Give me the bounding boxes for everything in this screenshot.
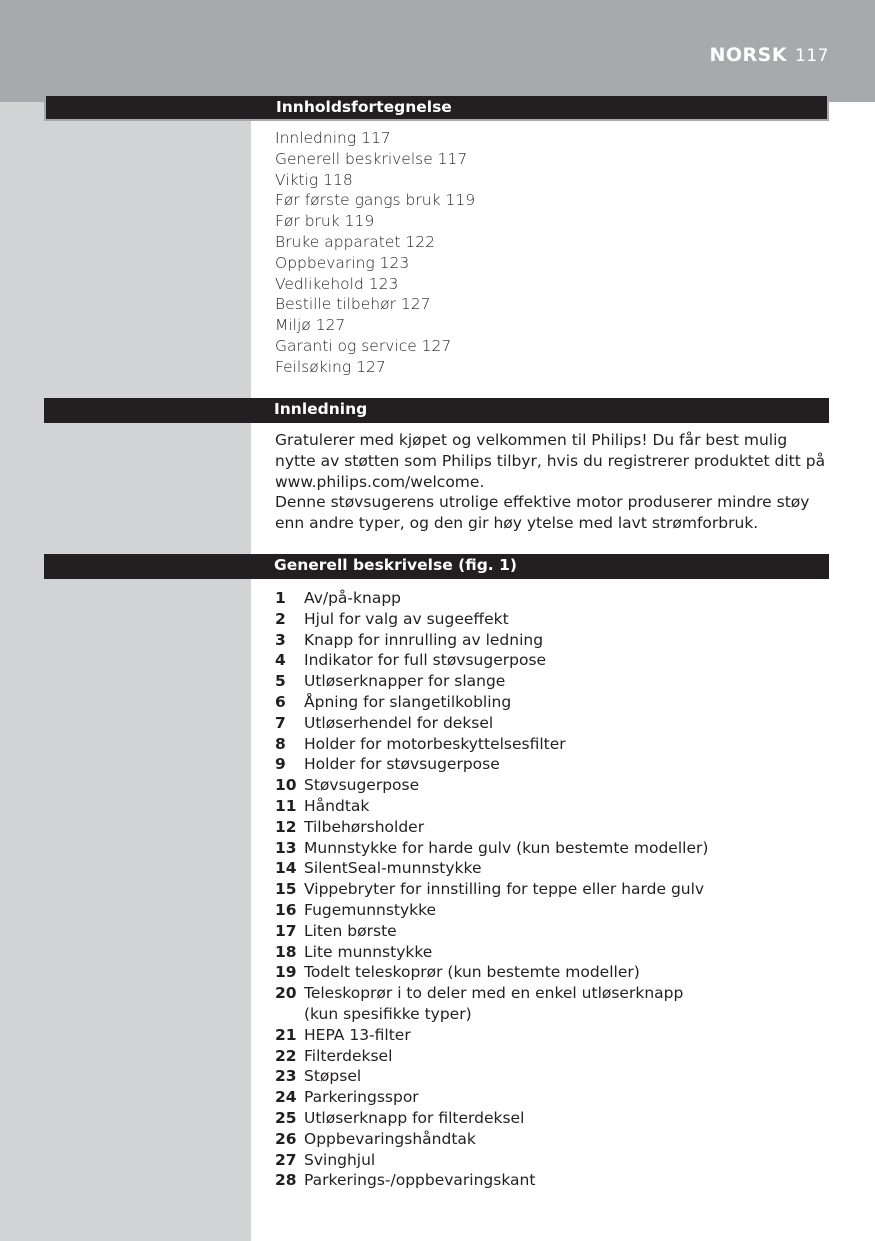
item-label: Filterdeksel	[304, 1046, 393, 1065]
list-item	[275, 1170, 708, 1191]
toc-entry: Bestille tilbehør 127	[275, 295, 431, 314]
item-number: 26	[275, 1129, 297, 1148]
item-label: Av/på-knapp	[304, 589, 401, 607]
item-label: (kun spesifikke typer)	[304, 1004, 472, 1023]
list-item	[275, 879, 708, 900]
item-number: 18	[275, 942, 297, 961]
list-item	[275, 630, 708, 651]
toc-entry: Innledning 117	[275, 129, 391, 147]
item-label: Knapp for innrulling av ledning	[304, 630, 544, 649]
toc-entry: Feilsøking 127	[275, 357, 386, 376]
item-number: 24	[275, 1088, 297, 1107]
list-item	[275, 1046, 708, 1067]
list-item	[275, 983, 708, 1004]
item-number: 27	[275, 1150, 297, 1169]
table-of-contents	[275, 128, 475, 378]
list-item	[275, 713, 708, 734]
item-number: 2	[275, 609, 286, 628]
item-number: 14	[275, 859, 297, 878]
item-label: HEPA 13-filter	[304, 1025, 411, 1044]
page-header	[709, 44, 829, 66]
list-item	[275, 1108, 708, 1129]
section-heading-toc	[44, 96, 829, 121]
list-item	[275, 609, 708, 630]
item-label: Parkerings-/oppbevaringskant	[304, 1171, 536, 1190]
item-label: Fugemunnstykke	[304, 900, 437, 919]
list-item	[275, 942, 708, 963]
intro-text	[275, 430, 831, 534]
item-number: 19	[275, 963, 297, 982]
item-number: 12	[275, 817, 297, 836]
item-number: 15	[275, 880, 297, 899]
list-item	[275, 900, 708, 921]
left-margin-column	[0, 102, 251, 1241]
item-number: 11	[275, 796, 297, 815]
language-label: NORSK	[709, 44, 788, 66]
list-item	[275, 1025, 708, 1046]
item-label: Liten børste	[304, 921, 397, 940]
toc-entry: Før første gangs bruk 119	[275, 191, 476, 210]
toc-entry: Miljø 127	[275, 316, 346, 335]
toc-entry: Generell beskrivelse 117	[275, 149, 468, 168]
list-item	[275, 1087, 708, 1108]
item-number: 10	[275, 776, 297, 795]
toc-entry: Før bruk 119	[275, 212, 375, 231]
section-heading-general	[44, 554, 829, 579]
list-item	[275, 754, 708, 775]
item-number: 25	[275, 1108, 297, 1127]
list-item	[275, 650, 708, 671]
list-item	[275, 671, 708, 692]
item-number: 21	[275, 1025, 297, 1044]
item-label: Holder for motorbeskyttelsesfilter	[304, 734, 566, 753]
list-item	[275, 1150, 708, 1171]
item-label: SilentSeal-munnstykke	[304, 859, 482, 878]
item-label: Utløserhendel for deksel	[304, 713, 494, 732]
list-item	[275, 838, 708, 859]
item-number: 13	[275, 838, 297, 857]
item-number: 17	[275, 921, 297, 940]
item-label: Støvsugerpose	[304, 776, 420, 795]
list-item	[275, 1129, 708, 1150]
item-label: Tilbehørsholder	[304, 817, 425, 836]
item-label: Støpsel	[304, 1067, 362, 1086]
item-label: Svinghjul	[304, 1150, 376, 1169]
item-number: 4	[275, 651, 286, 670]
item-label: Todelt teleskoprør (kun bestemte modeller)	[304, 963, 640, 982]
item-number	[275, 1004, 304, 1025]
item-label: Munnstykke for harde gulv (kun bestemte modeller)	[304, 838, 709, 857]
section-heading-intro	[44, 398, 829, 423]
toc-entry: Oppbevaring 123	[275, 253, 410, 272]
item-label: Åpning for slangetilkobling	[304, 692, 512, 711]
list-item	[275, 817, 708, 838]
list-item	[275, 921, 708, 942]
item-label: Holder for støvsugerpose	[304, 755, 500, 774]
list-item	[275, 734, 708, 755]
section-title: Innholdsfortegnelse	[276, 98, 452, 116]
toc-entry: Viktig 118	[275, 170, 353, 189]
list-item	[275, 962, 708, 983]
item-label: Utløserknapper for slange	[304, 672, 506, 691]
item-label: Lite munnstykke	[304, 942, 433, 961]
item-label: Vippebryter for innstilling for teppe eller harde gulv	[304, 880, 705, 899]
item-number: 5	[275, 672, 286, 691]
item-number: 16	[275, 900, 297, 919]
item-label: Hjul for valg av sugeeffekt	[304, 609, 509, 628]
item-number: 8	[275, 734, 286, 753]
item-label: Utløserknapp for filterdeksel	[304, 1108, 525, 1127]
item-label: Oppbevaringshåndtak	[304, 1129, 476, 1148]
item-label: Indikator for full støvsugerpose	[304, 651, 547, 670]
page-number: 117	[795, 46, 829, 66]
item-label: Teleskoprør i to deler med en enkel utløserknapp	[304, 984, 684, 1003]
toc-entry: Garanti og service 127	[275, 336, 452, 355]
item-label: Håndtak	[304, 796, 370, 815]
item-number: 20	[275, 984, 297, 1003]
list-item	[275, 692, 708, 713]
item-number: 7	[275, 713, 286, 732]
list-item	[275, 1066, 708, 1087]
item-number: 1	[275, 589, 286, 607]
item-label: Parkeringsspor	[304, 1088, 419, 1107]
list-item	[275, 796, 708, 817]
section-title: Innledning	[274, 400, 368, 418]
item-number: 3	[275, 630, 286, 649]
parts-list	[275, 588, 708, 1191]
item-number: 6	[275, 692, 286, 711]
list-item	[275, 588, 708, 609]
section-title: Generell beskrivelse (fig. 1)	[274, 556, 517, 574]
toc-entry: Bruke apparatet 122	[275, 232, 435, 251]
item-number: 22	[275, 1046, 297, 1065]
intro-paragraph: Gratulerer med kjøpet og velkommen til Philips! Du får best mulig nytte av støtten som Philips tilbyr, hvis du registrerer produktet ditt på www.philips.com/welcome.	[275, 431, 826, 491]
list-item	[275, 1004, 708, 1025]
intro-paragraph: Denne støvsugerens utrolige effektive motor produserer mindre støy enn andre typer, og den gir høy ytelse med lavt strømforbruk.	[275, 493, 810, 533]
list-item	[275, 775, 708, 796]
item-number: 23	[275, 1067, 297, 1086]
item-number: 28	[275, 1171, 297, 1190]
list-item	[275, 858, 708, 879]
toc-entry: Vedlikehold 123	[275, 274, 399, 293]
item-number: 9	[275, 755, 286, 774]
